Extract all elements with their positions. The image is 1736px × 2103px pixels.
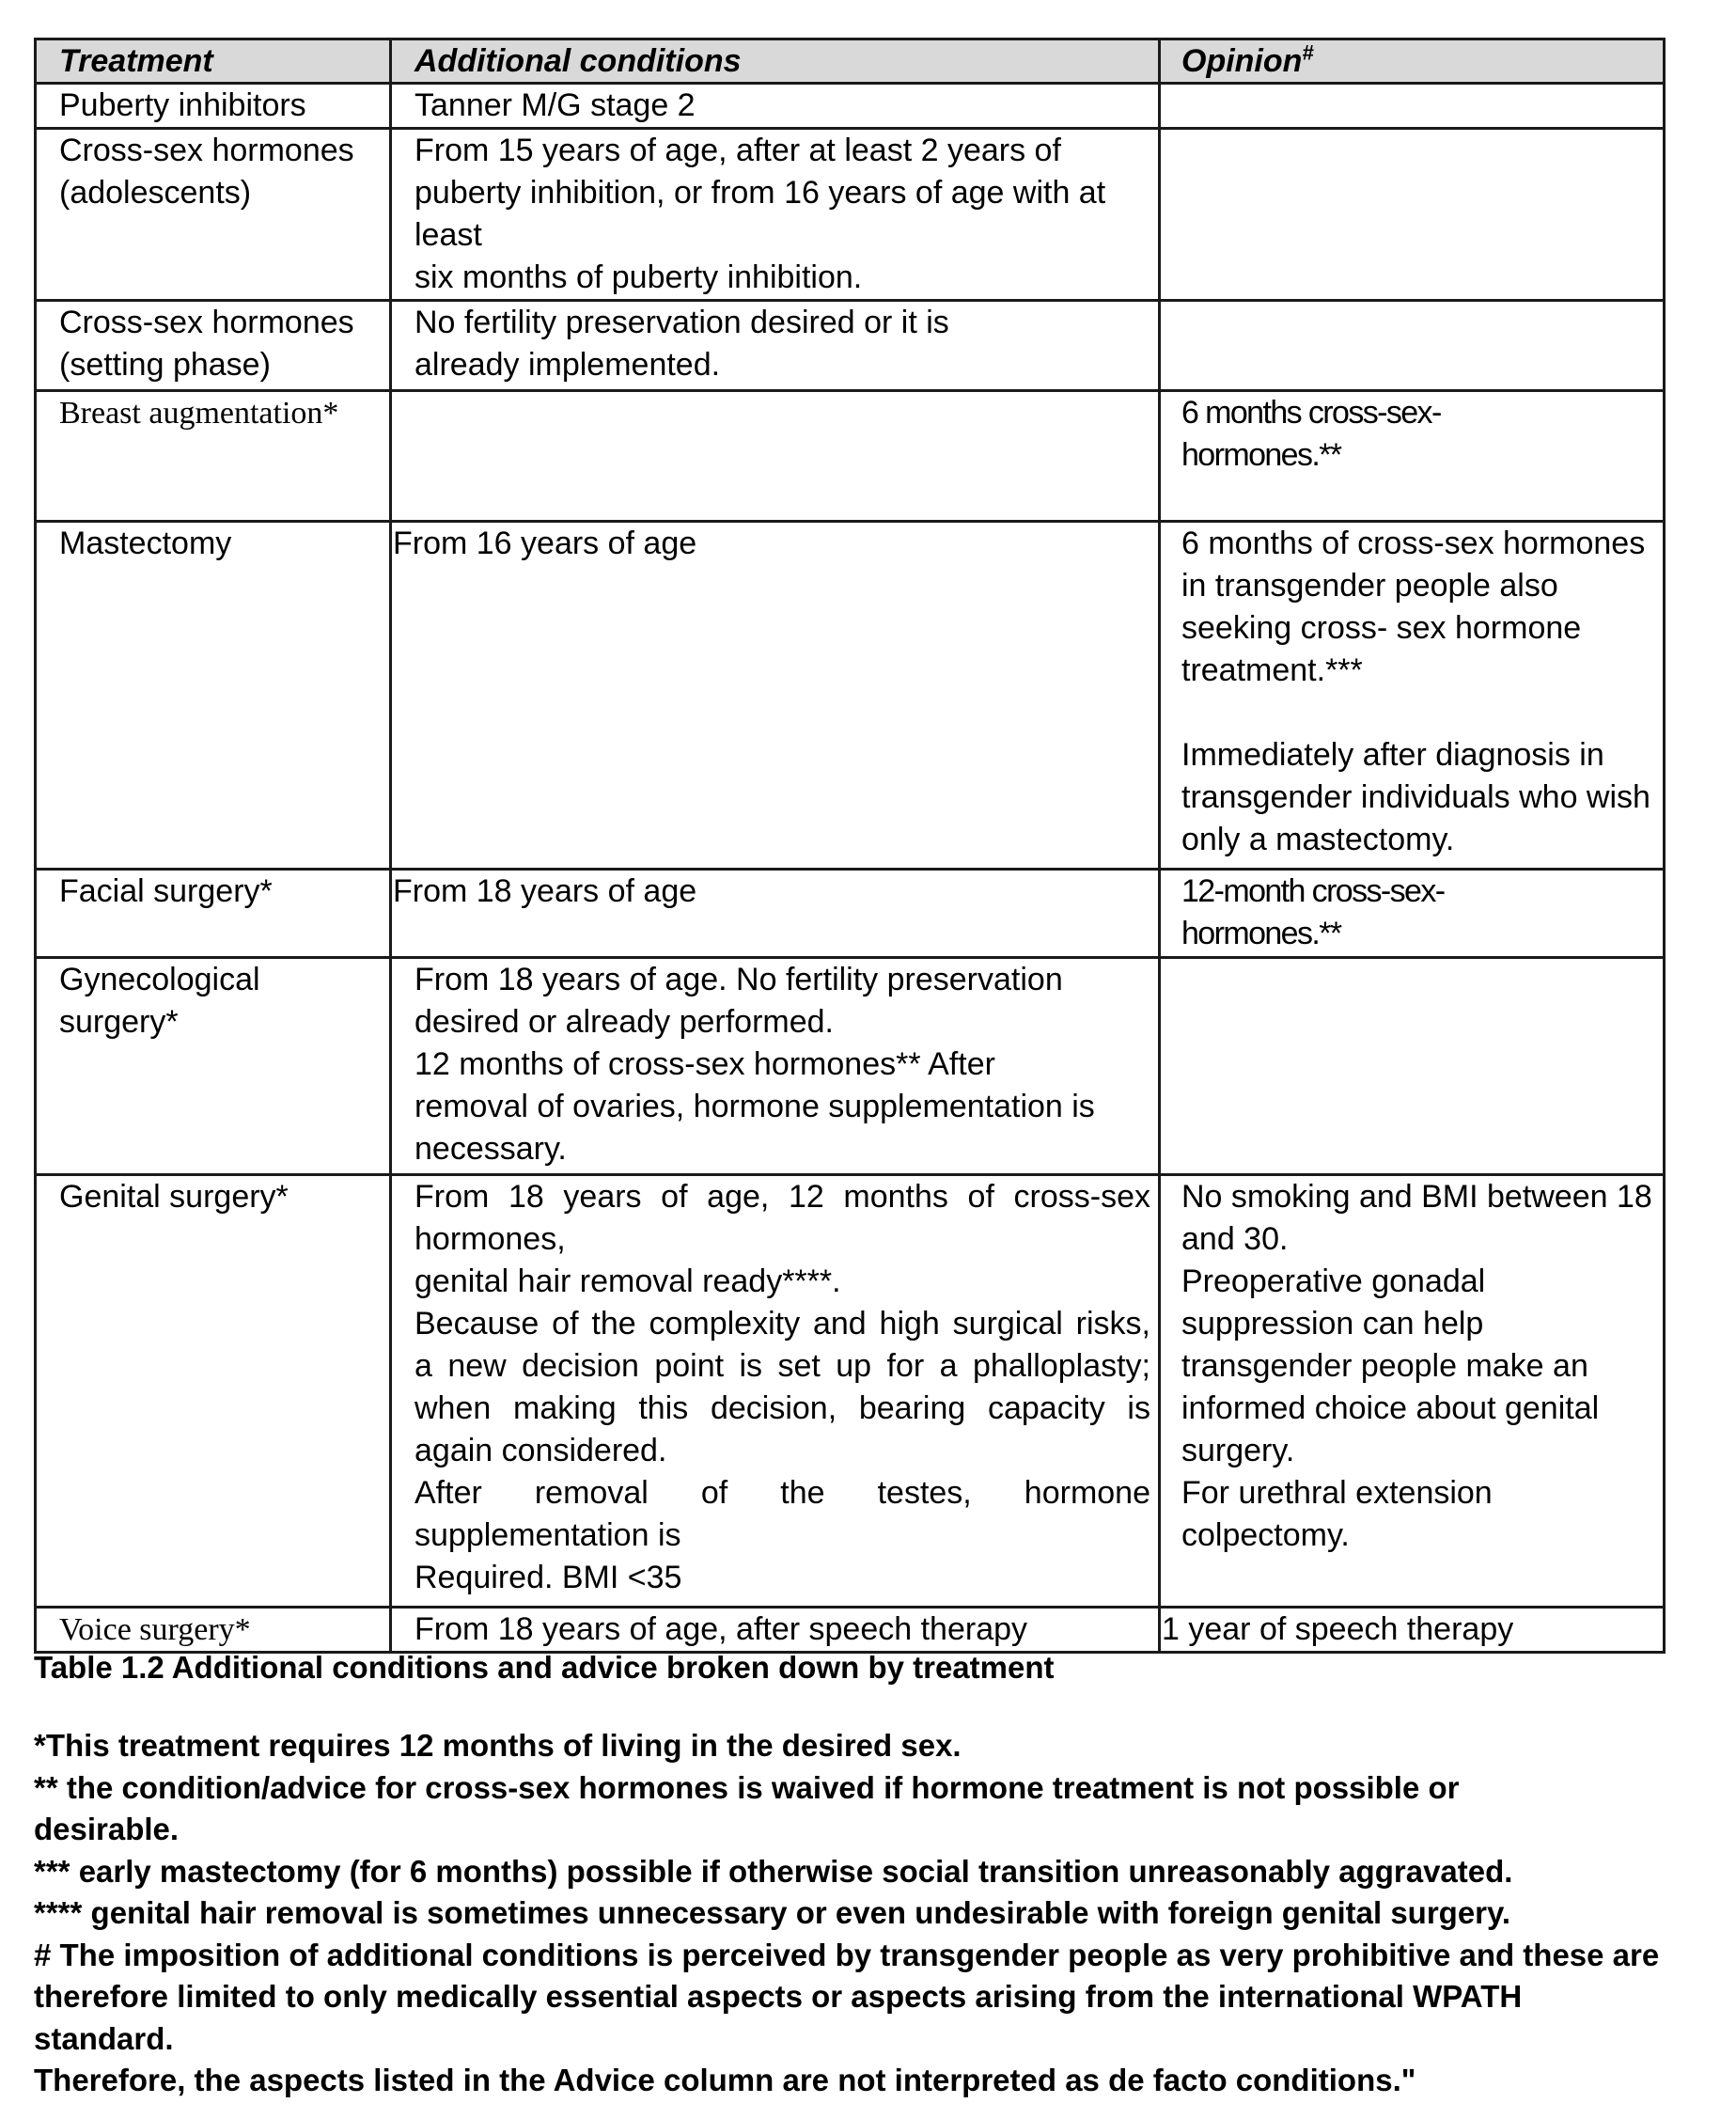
cell-line: From 15 years of age, after at least 2 years of <box>414 133 1061 168</box>
cell-line: 12 months of cross-sex hormones** After <box>414 1046 995 1082</box>
cell-line: hormones.** <box>1181 437 1341 473</box>
cell-line: only a mastectomy. <box>1181 822 1455 857</box>
cell-line: genital hair removal ready****. <box>414 1263 841 1299</box>
footnote-line: ** the condition/advice for cross-sex hormones is waived if hormone treatment is not possible or <box>34 1769 1460 1805</box>
cell-line: supplementation is <box>414 1517 681 1553</box>
cell-line: least <box>414 217 482 253</box>
cell-treatment: Genital surgery* <box>36 1175 391 1608</box>
table-row <box>36 958 1665 1175</box>
cell-opinion <box>1160 522 1665 870</box>
table-row <box>36 391 1665 522</box>
cell-line: hormones, <box>414 1221 566 1257</box>
cell-line: 12-month cross-sex- <box>1181 873 1445 909</box>
table-header-row <box>36 39 1665 84</box>
cell-opinion <box>1160 129 1665 301</box>
cell-line: From 18 years of age, 12 months of cross-sex <box>414 1179 1150 1215</box>
cell-line: (adolescents) <box>59 175 252 211</box>
cell-conditions: From 18 years of age, after speech therapy <box>391 1608 1160 1653</box>
cell-opinion <box>1160 870 1665 958</box>
footnote-line: desirable. <box>34 1812 180 1846</box>
table-row <box>36 522 1665 870</box>
cell-opinion: 1 year of speech therapy <box>1160 1608 1665 1653</box>
cell-line: removal of ovaries, hormone supplementation is <box>414 1089 1095 1124</box>
cell-line: Preoperative gonadal <box>1181 1263 1486 1299</box>
cell-line: necessary. <box>414 1131 567 1167</box>
footnote-line: *** early mastectomy (for 6 months) possible if otherwise social transition unreasonably aggravated. <box>34 1853 1513 1889</box>
table-row <box>36 84 1665 129</box>
treatment-conditions-table <box>34 38 1666 1654</box>
table-row <box>36 1608 1665 1653</box>
cell-opinion <box>1160 84 1665 129</box>
footnote-line: *This treatment requires 12 months of living in the desired sex. <box>34 1728 962 1763</box>
cell-line: surgery. <box>1181 1433 1295 1468</box>
cell-treatment: Puberty inhibitors <box>36 84 391 129</box>
cell-line: again considered. <box>414 1433 667 1468</box>
header-opinion-mark: # <box>1302 40 1314 65</box>
cell-treatment: Gynecological surgery* <box>36 958 391 1175</box>
cell-opinion <box>1160 1175 1665 1608</box>
cell-line: No fertility preservation desired or it is <box>414 305 949 340</box>
cell-line: informed choice about genital <box>1181 1390 1600 1426</box>
table-caption: Table 1.2 Additional conditions and advice broken down by treatment <box>34 1650 1055 1685</box>
cell-line: Because of the complexity and high surgical risks, <box>414 1306 1150 1342</box>
header-treatment: Treatment <box>36 39 391 84</box>
cell-gap <box>1181 692 1661 734</box>
cell-line: 6 months cross-sex- <box>1181 395 1441 431</box>
cell-line: desired or already performed. <box>414 1004 835 1040</box>
cell-line: 6 months of cross-sex hormones <box>1181 526 1646 561</box>
cell-treatment: Breast augmentation* <box>36 391 391 522</box>
cell-line: transgender people make an <box>1181 1348 1588 1384</box>
cell-line: Required. BMI <35 <box>414 1560 682 1595</box>
table-row <box>36 301 1665 391</box>
cell-conditions <box>391 1175 1160 1608</box>
cell-line: Cross-sex hormones <box>59 133 354 168</box>
cell-line: puberty inhibition, or from 16 years of age with at <box>414 175 1106 211</box>
cell-line: Immediately after diagnosis in <box>1181 737 1604 773</box>
cell-conditions <box>391 301 1160 391</box>
cell-line: in transgender people also <box>1181 568 1558 604</box>
table-row <box>36 1175 1665 1608</box>
header-opinion-text: Opinion <box>1181 43 1303 79</box>
table-row <box>36 870 1665 958</box>
cell-conditions <box>391 958 1160 1175</box>
cell-treatment: Voice surgery* <box>36 1608 391 1653</box>
cell-line: (setting phase) <box>59 347 271 383</box>
cell-opinion <box>1160 391 1665 522</box>
cell-line: a new decision point is set up for a phalloplasty; <box>414 1348 1150 1384</box>
cell-conditions: From 18 years of age <box>391 870 1160 958</box>
cell-treatment: Mastectomy <box>36 522 391 870</box>
footnote-line: # The imposition of additional conditions is perceived by transgender people as very prohibitive and these are <box>34 1937 1660 1972</box>
cell-line: when making this decision, bearing capacity is <box>414 1390 1150 1426</box>
footnote-line: **** genital hair removal is sometimes unnecessary or even undesirable with foreign genital surgery. <box>34 1895 1511 1930</box>
cell-line: For urethral extension <box>1181 1475 1493 1511</box>
cell-line: already implemented. <box>414 347 721 383</box>
cell-treatment <box>36 301 391 391</box>
footnote-line: therefore limited to only medically essential aspects or aspects arising from the international WPATH standard. <box>34 1979 1523 2056</box>
header-additional-conditions: Additional conditions <box>391 39 1160 84</box>
cell-conditions: From 16 years of age <box>391 522 1160 870</box>
cell-line: After removal of the testes, hormone <box>414 1475 1150 1511</box>
cell-line: six months of puberty inhibition. <box>414 259 863 295</box>
cell-line: suppression can help <box>1181 1306 1484 1342</box>
header-opinion <box>1160 39 1665 84</box>
footnotes <box>34 1725 1669 2102</box>
cell-line: colpectomy. <box>1181 1517 1350 1553</box>
cell-conditions: Tanner M/G stage 2 <box>391 84 1160 129</box>
footnote-line: Therefore, the aspects listed in the Advice column are not interpreted as de facto conditions." <box>34 2063 1416 2097</box>
cell-line: hormones.** <box>1181 916 1341 951</box>
cell-conditions <box>391 129 1160 301</box>
cell-line: and 30. <box>1181 1221 1289 1257</box>
table-row <box>36 129 1665 301</box>
cell-line: Cross-sex hormones <box>59 305 354 340</box>
cell-opinion <box>1160 958 1665 1175</box>
cell-line: No smoking and BMI between 18 <box>1181 1179 1652 1215</box>
cell-line: transgender individuals who wish <box>1181 779 1650 815</box>
cell-conditions <box>391 391 1160 522</box>
cell-line: treatment.*** <box>1181 652 1363 688</box>
cell-line: From 18 years of age. No fertility preservation <box>414 962 1063 997</box>
cell-treatment: Facial surgery* <box>36 870 391 958</box>
cell-treatment <box>36 129 391 301</box>
cell-opinion <box>1160 301 1665 391</box>
cell-line: seeking cross- sex hormone <box>1181 610 1582 646</box>
